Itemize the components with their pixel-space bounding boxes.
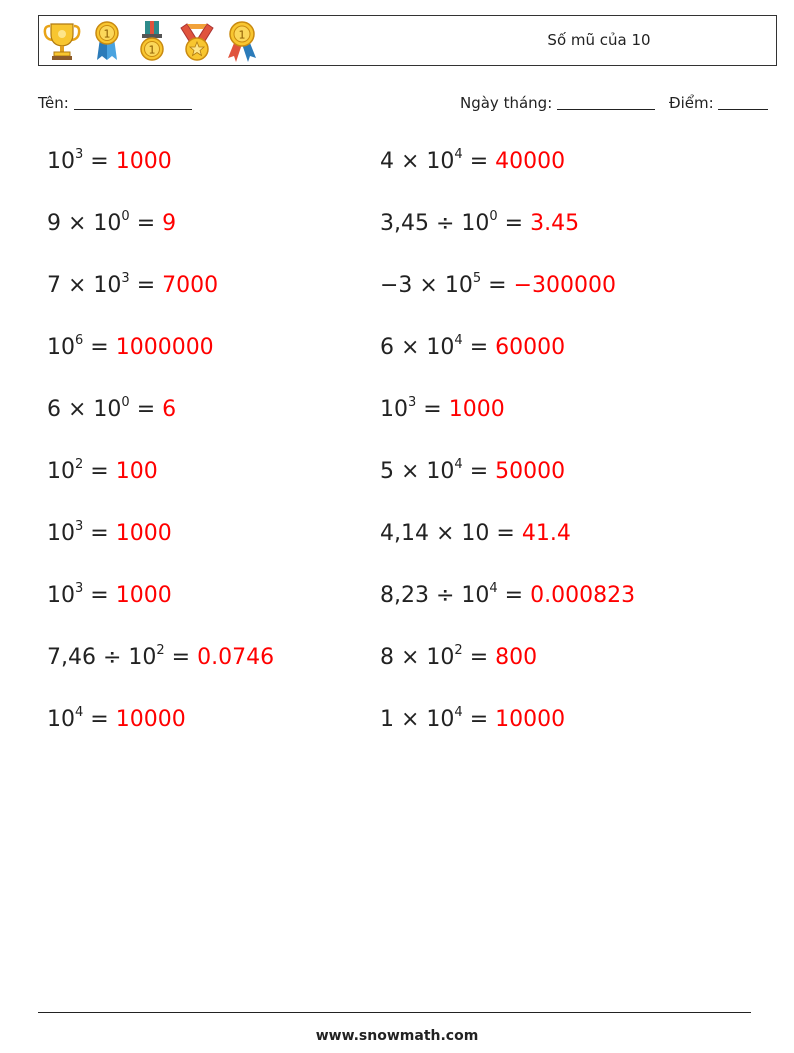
problem-exponent: 0 xyxy=(489,209,498,224)
problem-exponent: 2 xyxy=(156,643,165,658)
problem-exponent: 4 xyxy=(454,147,463,162)
problem-expression: 10 xyxy=(47,149,75,174)
problem-answer: 7000 xyxy=(162,273,219,298)
problem-exponent: 4 xyxy=(454,705,463,720)
equals-sign: = xyxy=(83,459,116,484)
problem-answer: 1000000 xyxy=(115,335,214,360)
problem-answer: 40000 xyxy=(495,149,566,174)
footer-divider xyxy=(38,1012,751,1013)
problem-exponent: 3 xyxy=(75,147,84,162)
problem-answer: 3.45 xyxy=(530,211,580,236)
equals-sign: = xyxy=(462,149,496,174)
date-label: Ngày tháng: xyxy=(460,94,553,112)
problem-expression: 8,23 ÷ 10 xyxy=(380,583,490,608)
score-field xyxy=(669,94,768,112)
problem-exponent: 0 xyxy=(121,209,130,224)
date-blank[interactable] xyxy=(557,95,655,110)
problem-answer: 9 xyxy=(162,211,177,236)
equals-sign: = xyxy=(129,397,163,422)
problem-item xyxy=(380,397,505,423)
problem-expression: 1 × 10 xyxy=(380,707,455,732)
problem-expression: 8 × 10 xyxy=(380,645,455,670)
name-field xyxy=(38,94,192,112)
problem-item xyxy=(47,397,176,423)
problem-item xyxy=(380,335,565,361)
problem-answer: 1000 xyxy=(115,583,172,608)
problem-expression: 7,46 ÷ 10 xyxy=(47,645,157,670)
problem-answer: 60000 xyxy=(495,335,566,360)
problem-answer: 0.000823 xyxy=(530,583,636,608)
problem-expression: 5 × 10 xyxy=(380,459,455,484)
problem-expression: 10 xyxy=(47,707,75,732)
equals-sign: = xyxy=(481,273,514,298)
problem-item xyxy=(47,273,218,299)
problem-expression: 6 × 10 xyxy=(380,335,455,360)
problem-expression: 6 × 10 xyxy=(47,397,122,422)
problem-expression: 10 xyxy=(380,397,408,422)
date-field xyxy=(460,94,655,112)
problem-expression: 10 xyxy=(47,583,75,608)
problem-answer: 41.4 xyxy=(521,521,571,546)
problem-answer: 1000 xyxy=(115,149,172,174)
problem-expression: 10 xyxy=(47,459,75,484)
equals-sign: = xyxy=(83,707,116,732)
equals-sign: = xyxy=(489,521,522,546)
equals-sign: = xyxy=(416,397,449,422)
medal-ribbon-icon xyxy=(87,20,127,62)
problem-expression: 10 xyxy=(47,335,75,360)
problem-item xyxy=(380,149,565,175)
problem-item xyxy=(380,459,565,485)
worksheet-title: Số mũ của 10 xyxy=(547,31,651,49)
problem-exponent: 4 xyxy=(489,581,498,596)
svg-text:1: 1 xyxy=(148,43,156,57)
problem-expression: 4,14 × 10 xyxy=(380,521,490,546)
problem-expression: 4 × 10 xyxy=(380,149,455,174)
medal-star-icon xyxy=(177,20,217,62)
problem-answer: 10000 xyxy=(115,707,186,732)
problem-exponent: 3 xyxy=(75,519,84,534)
problem-answer: 6 xyxy=(162,397,177,422)
problem-answer: −300000 xyxy=(513,273,616,298)
equals-sign: = xyxy=(129,273,163,298)
problem-exponent: 3 xyxy=(408,395,417,410)
score-blank[interactable] xyxy=(718,95,768,110)
problem-exponent: 0 xyxy=(121,395,130,410)
problem-item xyxy=(47,335,214,361)
problem-answer: 1000 xyxy=(448,397,505,422)
problem-item xyxy=(380,211,579,237)
problem-exponent: 6 xyxy=(75,333,84,348)
equals-sign: = xyxy=(164,645,198,670)
svg-text:1: 1 xyxy=(238,28,246,42)
problem-expression: 10 xyxy=(47,521,75,546)
problem-answer: 1000 xyxy=(115,521,172,546)
footer-url: www.snowmath.com xyxy=(315,1028,479,1044)
problem-item xyxy=(47,707,186,733)
problem-item xyxy=(47,583,172,609)
equals-sign: = xyxy=(129,211,163,236)
problem-exponent: 3 xyxy=(121,271,130,286)
problem-item xyxy=(47,521,172,547)
equals-sign: = xyxy=(83,521,116,546)
problem-item xyxy=(380,521,571,547)
equals-sign: = xyxy=(462,335,496,360)
problem-exponent: 4 xyxy=(75,705,84,720)
problem-item xyxy=(47,211,176,237)
medal-hanging-icon xyxy=(132,20,172,62)
svg-text:1: 1 xyxy=(103,27,111,41)
equals-sign: = xyxy=(497,211,531,236)
problem-item xyxy=(47,149,172,175)
problem-item xyxy=(380,707,565,733)
problem-item xyxy=(380,273,616,299)
equals-sign: = xyxy=(497,583,531,608)
problem-answer: 50000 xyxy=(495,459,566,484)
equals-sign: = xyxy=(83,583,116,608)
name-blank[interactable] xyxy=(74,95,192,110)
problem-item xyxy=(47,645,274,671)
problem-item xyxy=(380,583,635,609)
header-box xyxy=(38,15,777,66)
problem-expression: 3,45 ÷ 10 xyxy=(380,211,490,236)
equals-sign: = xyxy=(462,459,496,484)
score-label: Điểm: xyxy=(669,94,714,112)
problem-exponent: 4 xyxy=(454,457,463,472)
problem-exponent: 2 xyxy=(454,643,463,658)
trophy-icon xyxy=(42,20,82,62)
problem-exponent: 2 xyxy=(75,457,84,472)
problem-expression: 9 × 10 xyxy=(47,211,122,236)
problem-answer: 100 xyxy=(115,459,158,484)
problem-answer: 800 xyxy=(495,645,538,670)
problem-exponent: 3 xyxy=(75,581,84,596)
equals-sign: = xyxy=(462,645,496,670)
problem-item xyxy=(47,459,158,485)
problem-expression: −3 × 10 xyxy=(380,273,473,298)
problem-answer: 10000 xyxy=(495,707,566,732)
problem-exponent: 4 xyxy=(454,333,463,348)
problem-answer: 0.0746 xyxy=(197,645,275,670)
rosette-icon xyxy=(222,20,262,62)
equals-sign: = xyxy=(83,149,116,174)
problem-exponent: 5 xyxy=(472,271,482,286)
problem-item xyxy=(380,645,537,671)
equals-sign: = xyxy=(83,335,116,360)
name-label: Tên: xyxy=(38,94,69,112)
problem-expression: 7 × 10 xyxy=(47,273,122,298)
equals-sign: = xyxy=(462,707,496,732)
